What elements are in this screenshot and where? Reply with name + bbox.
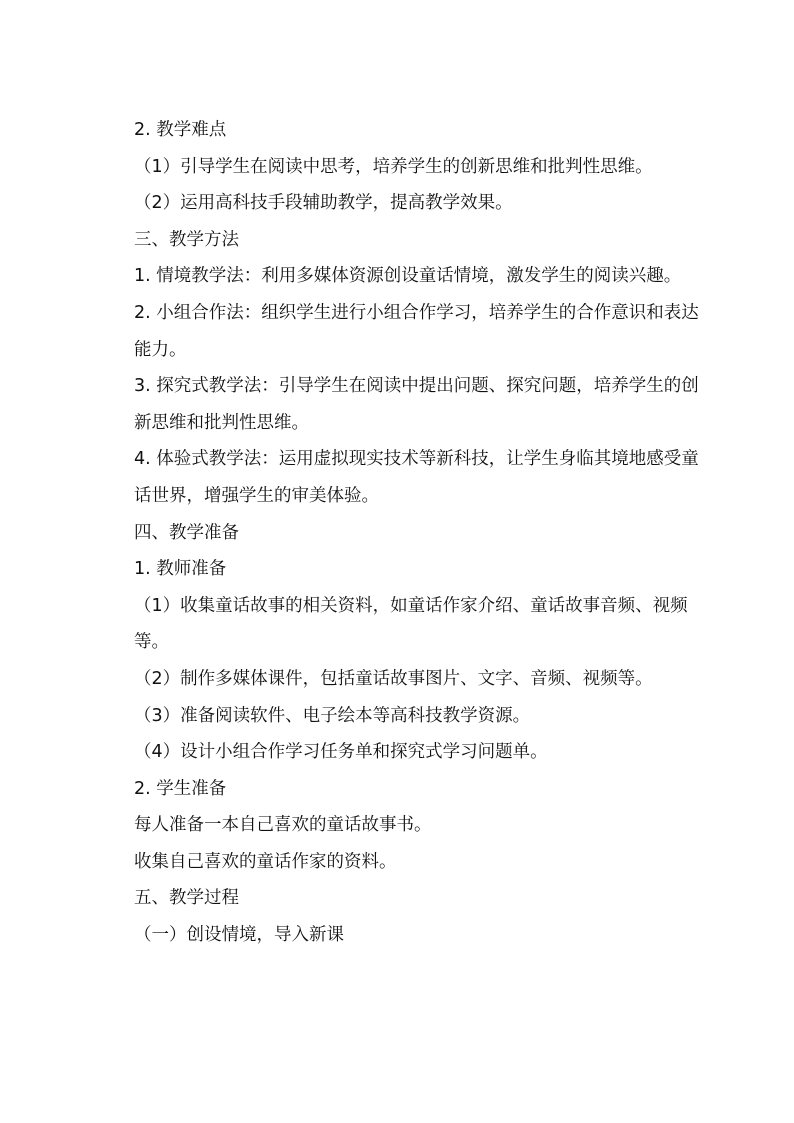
student-prep-item-1: 每人准备一本自己喜欢的童话故事书。 (134, 815, 432, 836)
method-item-2: 2. 小组合作法：组织学生进行小组合作学习，培养学生的合作意识和表达能力。 (134, 302, 699, 360)
process-subheading-1: （一）创设情境，导入新课 (134, 925, 344, 946)
document-body (134, 112, 702, 954)
subheading-teaching-difficulties: 2. 教学难点 (134, 120, 227, 140)
student-prep-item-2: 收集自己喜欢的童话作家的资料。 (134, 851, 397, 872)
section-heading-teaching-process: 五、教学过程 (134, 888, 239, 909)
method-item-4: 4. 体验式教学法：运用虚拟现实技术等新科技，让学生身临其境地感受童话世界，增强学生的审美体验。 (134, 449, 699, 506)
difficulty-item-1: （1）引导学生在阅读中思考，培养学生的创新思维和批判性思维。 (134, 156, 653, 177)
section-heading-teaching-preparation: 四、教学准备 (134, 522, 239, 543)
subheading-teacher-preparation: 1. 教师准备 (134, 559, 227, 580)
method-item-1: 1. 情境教学法：利用多媒体资源创设童话情境，激发学生的阅读兴趣。 (134, 266, 682, 287)
teacher-prep-item-2: （2）制作多媒体课件，包括童话故事图片、文字、音频、视频等。 (134, 668, 653, 689)
teacher-prep-item-1: （1）收集童话故事的相关资料，如童话作家介绍、童话故事音频、视频等。 (134, 595, 688, 653)
teacher-prep-item-4: （4）设计小组合作学习任务单和探究式学习问题单。 (134, 742, 548, 763)
subheading-student-preparation: 2. 学生准备 (134, 778, 227, 799)
method-item-3: 3. 探究式教学法：引导学生在阅读中提出问题、探究问题，培养学生的创新思维和批判性思维。 (134, 376, 699, 433)
difficulty-item-2: （2）运用高科技手段辅助教学，提高教学效果。 (134, 193, 513, 214)
teacher-prep-item-3: （3）准备阅读软件、电子绘本等高科技教学资源。 (134, 705, 531, 726)
section-heading-teaching-methods: 三、教学方法 (134, 229, 239, 250)
